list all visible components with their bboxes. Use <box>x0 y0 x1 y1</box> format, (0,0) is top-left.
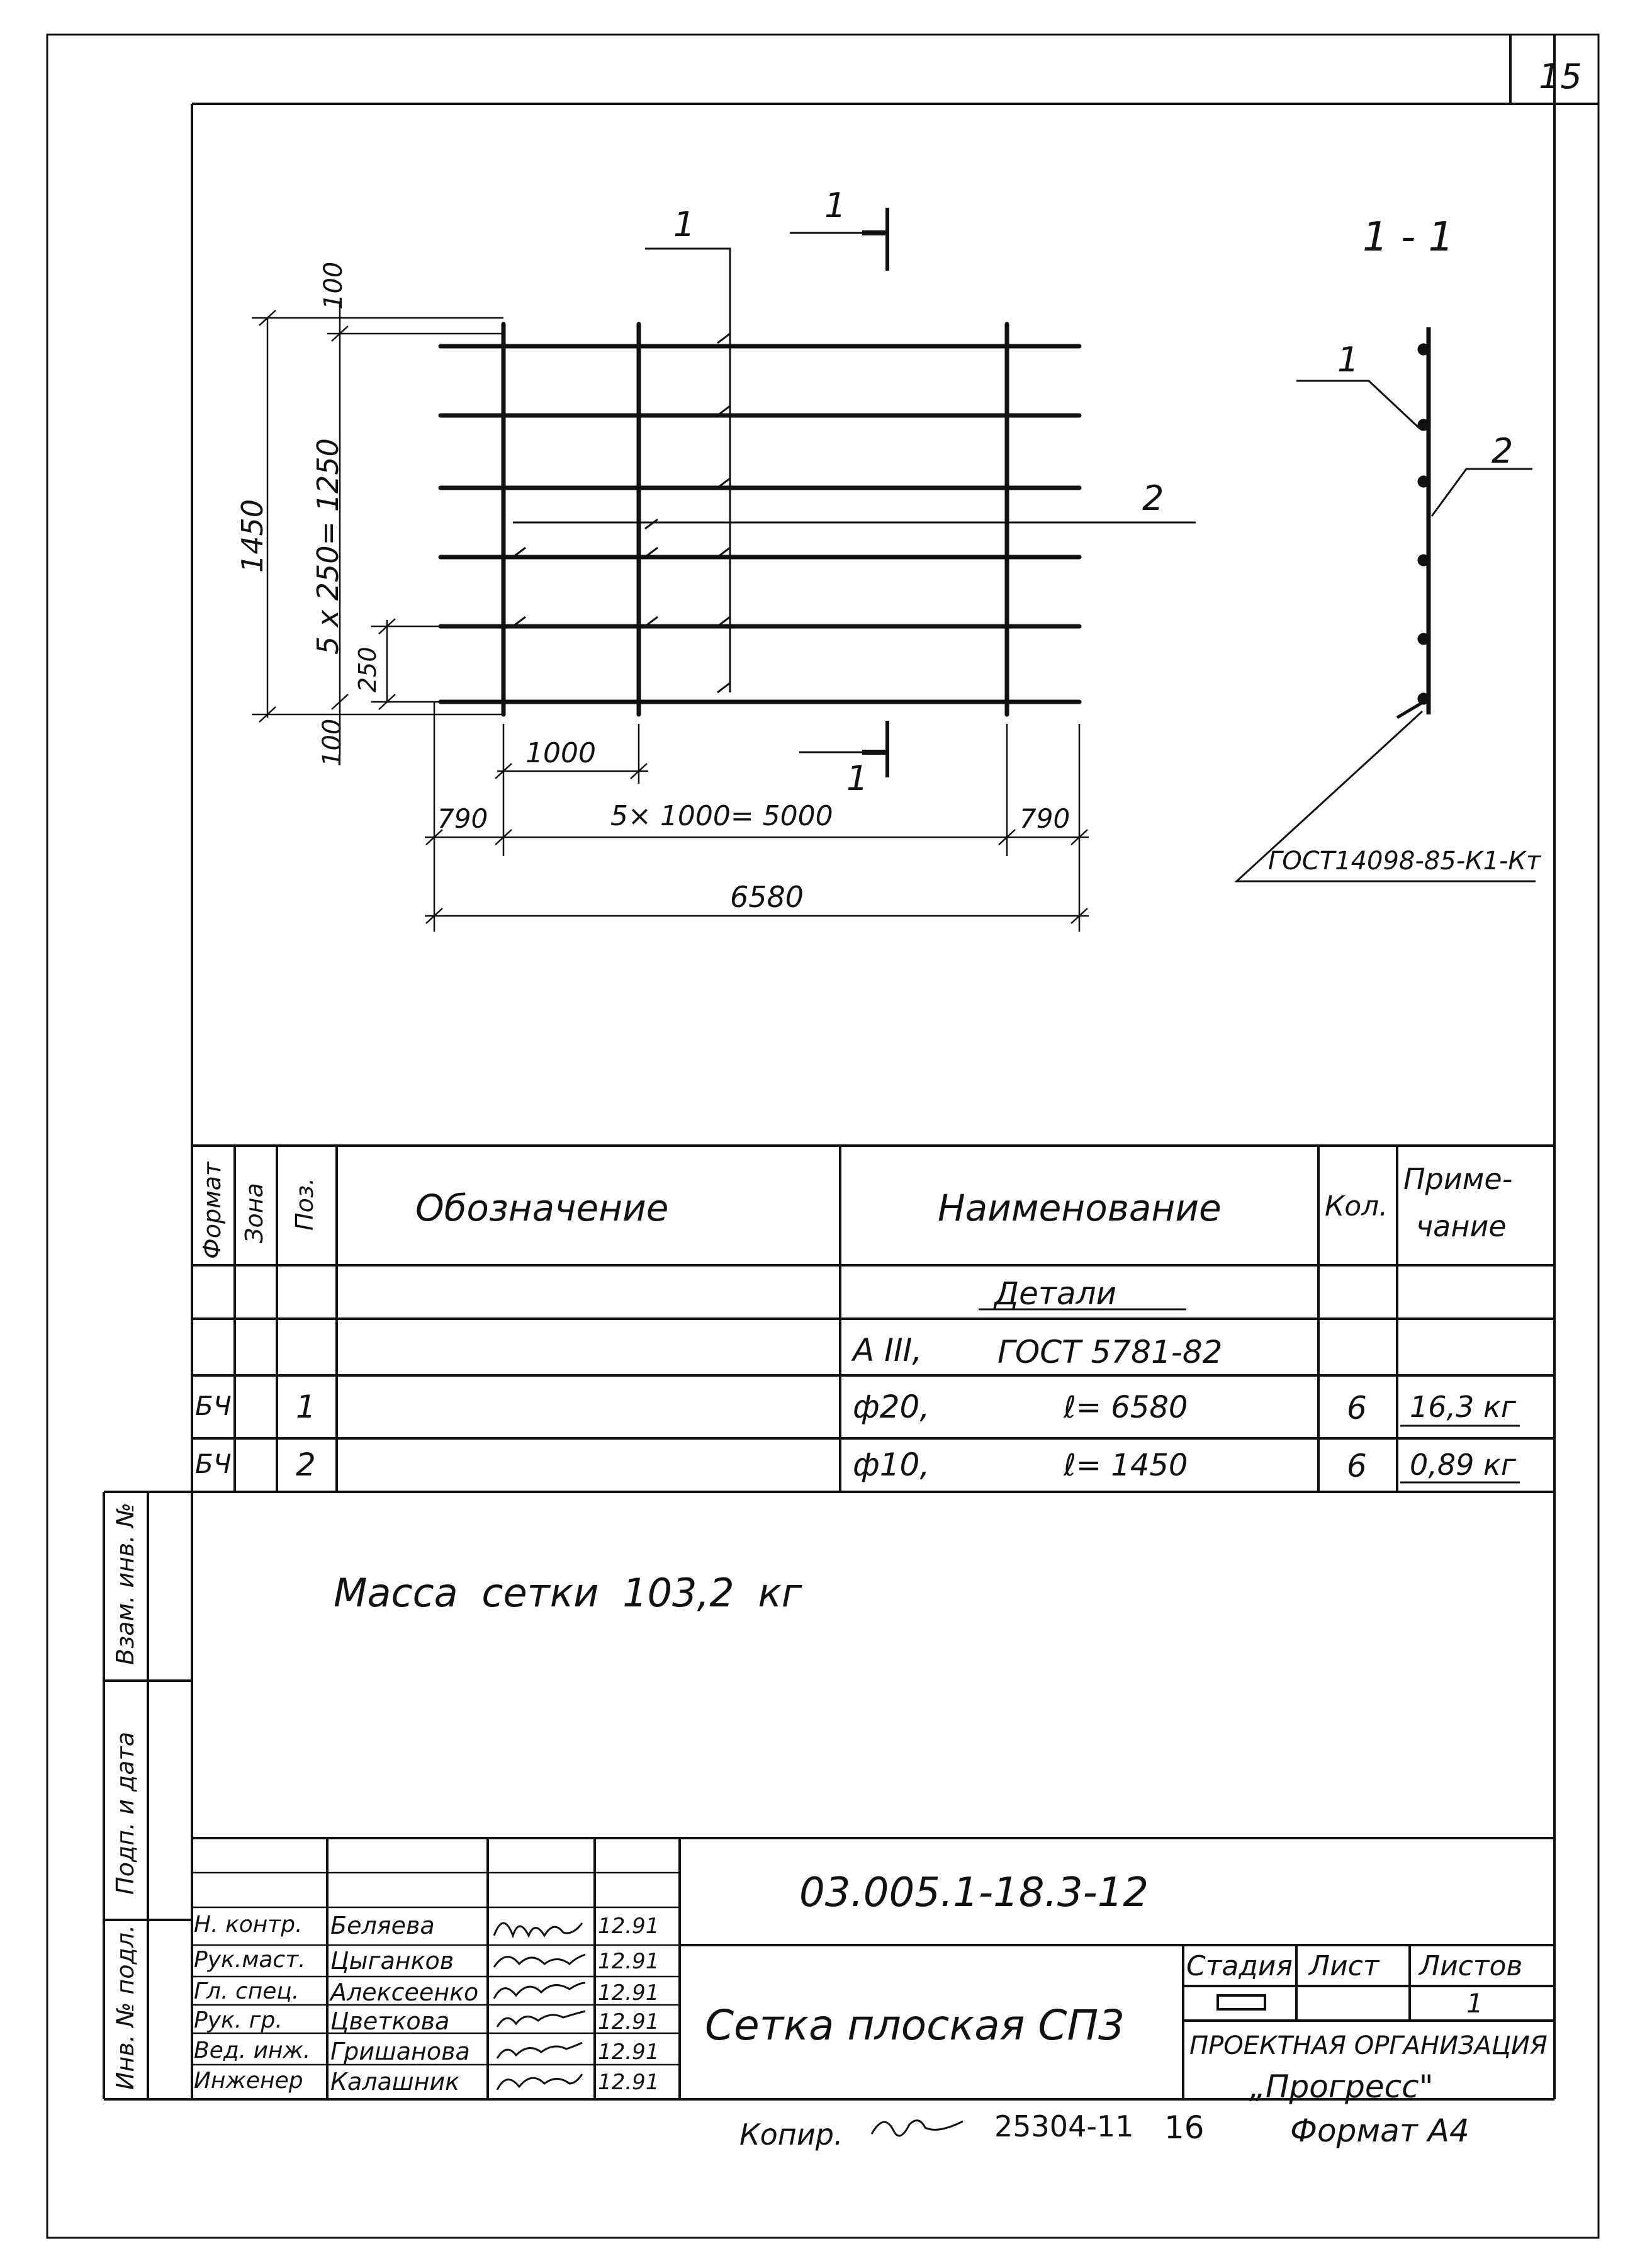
dim-100-bottom: 100 <box>318 718 347 767</box>
dim-1450: 1450 <box>235 499 269 573</box>
header-qty: Кол. <box>1325 1190 1388 1222</box>
row2-dia: ф10, <box>853 1447 930 1483</box>
staff-date-2: 12.91 <box>598 1980 660 2006</box>
row2-note: 0,89 кг <box>1410 1448 1516 1482</box>
sheets-value: 1 <box>1466 1988 1483 2019</box>
footer-copied: Копир. <box>739 2118 843 2152</box>
staff-date-5: 12.91 <box>598 2070 660 2095</box>
header-designation: Обозначение <box>415 1187 669 1229</box>
row1-length: ℓ= 6580 <box>1064 1390 1188 1425</box>
section-mark-bottom: 1 <box>846 759 868 798</box>
stage-label: Стадия <box>1186 1950 1293 1982</box>
staff-name-4: Гришанова <box>330 2038 470 2065</box>
dim-1250: 5 x 250= 1250 <box>311 438 345 655</box>
weld-standard: ГОСТ14098-85-К1-Кт <box>1268 847 1541 876</box>
header-name: Наименование <box>938 1187 1222 1229</box>
row1-note: 16,3 кг <box>1410 1390 1516 1424</box>
header-note-1: Приме- <box>1403 1162 1513 1196</box>
organization-line-1: ПРОЕКТНАЯ ОРГАНИЗАЦИЯ <box>1189 2031 1548 2060</box>
header-format: Формат <box>198 1161 226 1259</box>
staff-role-1: Рук.маст. <box>194 1947 306 1973</box>
material-grade: А III, <box>853 1332 923 1368</box>
row2-format: БЧ <box>195 1448 232 1479</box>
staff-role-0: Н. контр. <box>194 1912 303 1938</box>
side-label-vzam: Взам. инв. № <box>111 1502 139 1665</box>
sheets-label: Листов <box>1419 1950 1523 1982</box>
header-zone: Зона <box>240 1183 268 1243</box>
material-standard: ГОСТ 5781-82 <box>997 1334 1223 1370</box>
row2-qty: 6 <box>1347 1448 1367 1484</box>
dim-790-left: 790 <box>437 803 488 834</box>
staff-name-0: Беляева <box>330 1912 435 1939</box>
dim-5000: 5× 1000= 5000 <box>610 800 833 832</box>
footer-sheet-16: 16 <box>1164 2109 1205 2146</box>
document-code: 03.005.1-18.3-12 <box>799 1870 1149 1916</box>
page-number: 15 <box>1539 57 1582 96</box>
staff-name-5: Калашник <box>330 2068 460 2096</box>
staff-role-2: Гл. спец. <box>194 1978 300 2004</box>
section-title-details: Детали <box>994 1275 1117 1312</box>
staff-date-3: 12.91 <box>598 2009 660 2034</box>
header-pos: Поз. <box>291 1177 318 1231</box>
staff-role-3: Рук. гр. <box>194 2007 283 2033</box>
staff-name-3: Цветкова <box>330 2007 450 2035</box>
staff-name-2: Алексеенко <box>330 1978 479 2006</box>
row2-length: ℓ= 1450 <box>1064 1448 1188 1483</box>
row2-pos: 2 <box>296 1447 316 1483</box>
drawing-title: Сетка плоская СП3 <box>705 2001 1125 2050</box>
dim-790-right: 790 <box>1020 803 1070 834</box>
staff-date-1: 12.91 <box>598 1949 660 1974</box>
staff-date-0: 12.91 <box>598 1914 660 1939</box>
mass-note: Масса сетки 103,2 кг <box>334 1570 802 1616</box>
section-mark-top: 1 <box>824 186 846 225</box>
section-leader-2: 2 <box>1492 431 1514 471</box>
side-label-podp: Подп. и дата <box>111 1732 139 1895</box>
row1-dia: ф20, <box>853 1389 930 1425</box>
row1-pos: 1 <box>296 1389 316 1425</box>
dim-6580: 6580 <box>730 880 804 914</box>
section-leader-1: 1 <box>1337 340 1359 380</box>
dim-250: 250 <box>354 646 381 692</box>
staff-name-1: Цыганков <box>330 1947 454 1975</box>
section-title: 1 - 1 <box>1362 214 1454 261</box>
footer-format: Формат А4 <box>1290 2113 1469 2149</box>
leader-label-2: 2 <box>1142 478 1164 518</box>
dim-1000: 1000 <box>525 737 596 769</box>
side-label-inv: Инв. № подл. <box>111 1924 139 2090</box>
staff-role-4: Вед. инж. <box>194 2038 311 2063</box>
dim-100-top: 100 <box>319 261 348 310</box>
row1-format: БЧ <box>195 1391 232 1421</box>
footer-order-number: 25304-11 <box>994 2109 1134 2143</box>
sheet-label: Лист <box>1309 1950 1379 1982</box>
staff-role-5: Инженер <box>194 2068 303 2094</box>
leader-label-1: 1 <box>673 205 695 244</box>
organization-line-2: „Прогресс" <box>1249 2068 1434 2105</box>
header-note-2: чание <box>1416 1209 1507 1243</box>
row1-qty: 6 <box>1347 1390 1367 1426</box>
staff-date-4: 12.91 <box>598 2040 660 2065</box>
